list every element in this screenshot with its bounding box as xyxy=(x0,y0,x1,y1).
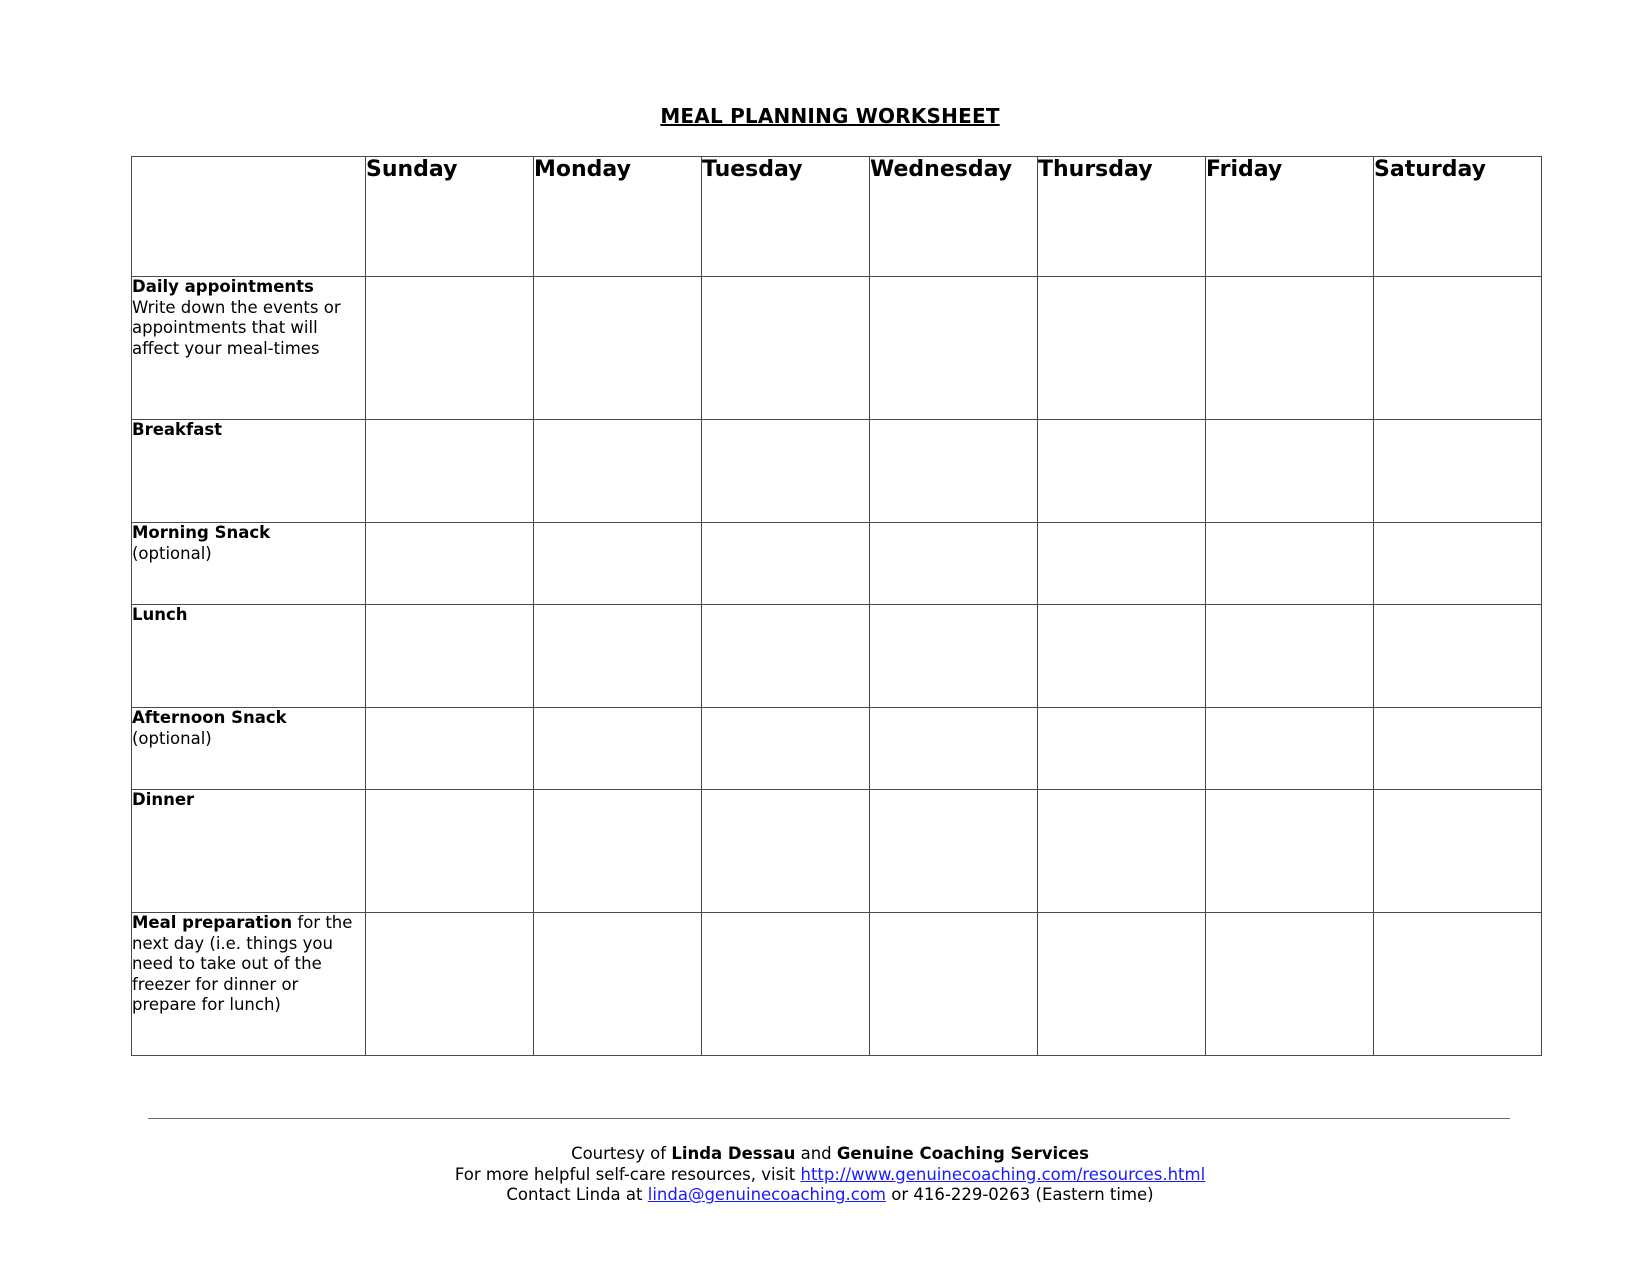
entry-cell[interactable] xyxy=(1038,913,1206,1056)
entry-cell[interactable] xyxy=(1038,523,1206,605)
entry-cell[interactable] xyxy=(1038,605,1206,708)
entry-cell[interactable] xyxy=(1206,913,1374,1056)
entry-cell[interactable] xyxy=(702,708,870,790)
company-name: Genuine Coaching Services xyxy=(836,1144,1089,1163)
entry-cell[interactable] xyxy=(702,277,870,420)
courtesy-prefix: Courtesy of xyxy=(571,1144,667,1163)
entry-cell[interactable] xyxy=(366,790,534,913)
entry-cell[interactable] xyxy=(1374,913,1542,1056)
row-daily-appointments xyxy=(132,277,1542,420)
entry-cell[interactable] xyxy=(1374,277,1542,420)
footer-divider xyxy=(148,1118,1510,1119)
entry-cell[interactable] xyxy=(1206,708,1374,790)
entry-cell[interactable] xyxy=(534,523,702,605)
entry-cell[interactable] xyxy=(1038,277,1206,420)
row-label-note: (optional) xyxy=(132,728,212,748)
row-label-title: Breakfast xyxy=(132,420,223,439)
entry-cell[interactable] xyxy=(1374,605,1542,708)
entry-cell[interactable] xyxy=(702,913,870,1056)
entry-cell[interactable] xyxy=(870,420,1038,523)
row-dinner xyxy=(132,790,1542,913)
entry-cell[interactable] xyxy=(1374,420,1542,523)
row-lunch xyxy=(132,605,1542,708)
author-name: Linda Dessau xyxy=(671,1144,796,1163)
day-header-monday: Monday xyxy=(534,157,702,277)
row-label-title: Morning Snack xyxy=(132,523,271,542)
entry-cell[interactable] xyxy=(366,523,534,605)
footer-courtesy-line xyxy=(0,1144,1650,1165)
entry-cell[interactable] xyxy=(702,605,870,708)
entry-cell[interactable] xyxy=(1374,790,1542,913)
entry-cell[interactable] xyxy=(1206,523,1374,605)
entry-cell[interactable] xyxy=(870,277,1038,420)
row-morning-snack xyxy=(132,523,1542,605)
row-label-title: Daily appointments xyxy=(132,277,314,296)
row-label xyxy=(132,708,366,790)
entry-cell[interactable] xyxy=(870,605,1038,708)
footer-contact-line xyxy=(0,1185,1650,1206)
entry-cell[interactable] xyxy=(1038,420,1206,523)
entry-cell[interactable] xyxy=(702,420,870,523)
header-row xyxy=(132,157,1542,277)
row-label-title: Lunch xyxy=(132,605,188,624)
row-label xyxy=(132,420,366,523)
entry-cell[interactable] xyxy=(870,523,1038,605)
day-header-wednesday: Wednesday xyxy=(870,157,1038,277)
row-label-note: (optional) xyxy=(132,543,212,563)
page-title: MEAL PLANNING WORKSHEET xyxy=(660,104,1000,128)
row-label xyxy=(132,277,366,420)
entry-cell[interactable] xyxy=(534,277,702,420)
row-afternoon-snack xyxy=(132,708,1542,790)
row-label xyxy=(132,523,366,605)
entry-cell[interactable] xyxy=(702,523,870,605)
entry-cell[interactable] xyxy=(534,605,702,708)
entry-cell[interactable] xyxy=(1206,790,1374,913)
footer-resources-line xyxy=(0,1165,1650,1186)
entry-cell[interactable] xyxy=(1206,420,1374,523)
entry-cell[interactable] xyxy=(534,420,702,523)
row-meal-preparation xyxy=(132,913,1542,1056)
resources-link[interactable]: http://www.genuinecoaching.com/resources.html xyxy=(800,1164,1206,1184)
entry-cell[interactable] xyxy=(366,708,534,790)
contact-prefix: Contact Linda at xyxy=(506,1185,643,1204)
entry-cell[interactable] xyxy=(1374,708,1542,790)
meal-planning-table xyxy=(131,156,1542,1056)
day-header-tuesday: Tuesday xyxy=(702,157,870,277)
entry-cell[interactable] xyxy=(534,913,702,1056)
entry-cell[interactable] xyxy=(702,790,870,913)
row-label xyxy=(132,605,366,708)
row-label-title: Afternoon Snack xyxy=(132,708,287,727)
entry-cell[interactable] xyxy=(1206,605,1374,708)
entry-cell[interactable] xyxy=(366,605,534,708)
courtesy-and: and xyxy=(800,1144,832,1163)
resources-prefix: For more helpful self-care resources, visit xyxy=(454,1164,796,1184)
footer xyxy=(0,1144,1650,1206)
entry-cell[interactable] xyxy=(366,277,534,420)
row-label-title: Meal preparation xyxy=(132,913,293,932)
row-label xyxy=(132,913,366,1056)
entry-cell[interactable] xyxy=(1206,277,1374,420)
entry-cell[interactable] xyxy=(534,708,702,790)
contact-suffix: or 416-229-0263 (Eastern time) xyxy=(891,1185,1154,1204)
entry-cell[interactable] xyxy=(870,790,1038,913)
entry-cell[interactable] xyxy=(1374,523,1542,605)
day-header-sunday: Sunday xyxy=(366,157,534,277)
day-header-thursday: Thursday xyxy=(1038,157,1206,277)
corner-cell xyxy=(132,157,366,277)
entry-cell[interactable] xyxy=(1038,708,1206,790)
row-label xyxy=(132,790,366,913)
row-label-note: Write down the events or appointments that will affect your meal-times xyxy=(132,297,341,358)
row-label-title: Dinner xyxy=(132,790,195,809)
row-breakfast xyxy=(132,420,1542,523)
entry-cell[interactable] xyxy=(870,913,1038,1056)
row-label-note: for the next day (i.e. things you need to take out of the freezer for dinner or prepare for lunch) xyxy=(132,913,353,1014)
entry-cell[interactable] xyxy=(534,790,702,913)
email-link[interactable]: linda@genuinecoaching.com xyxy=(647,1185,886,1204)
entry-cell[interactable] xyxy=(870,708,1038,790)
entry-cell[interactable] xyxy=(366,420,534,523)
day-header-friday: Friday xyxy=(1206,157,1374,277)
entry-cell[interactable] xyxy=(1038,790,1206,913)
entry-cell[interactable] xyxy=(366,913,534,1056)
day-header-saturday: Saturday xyxy=(1374,157,1542,277)
